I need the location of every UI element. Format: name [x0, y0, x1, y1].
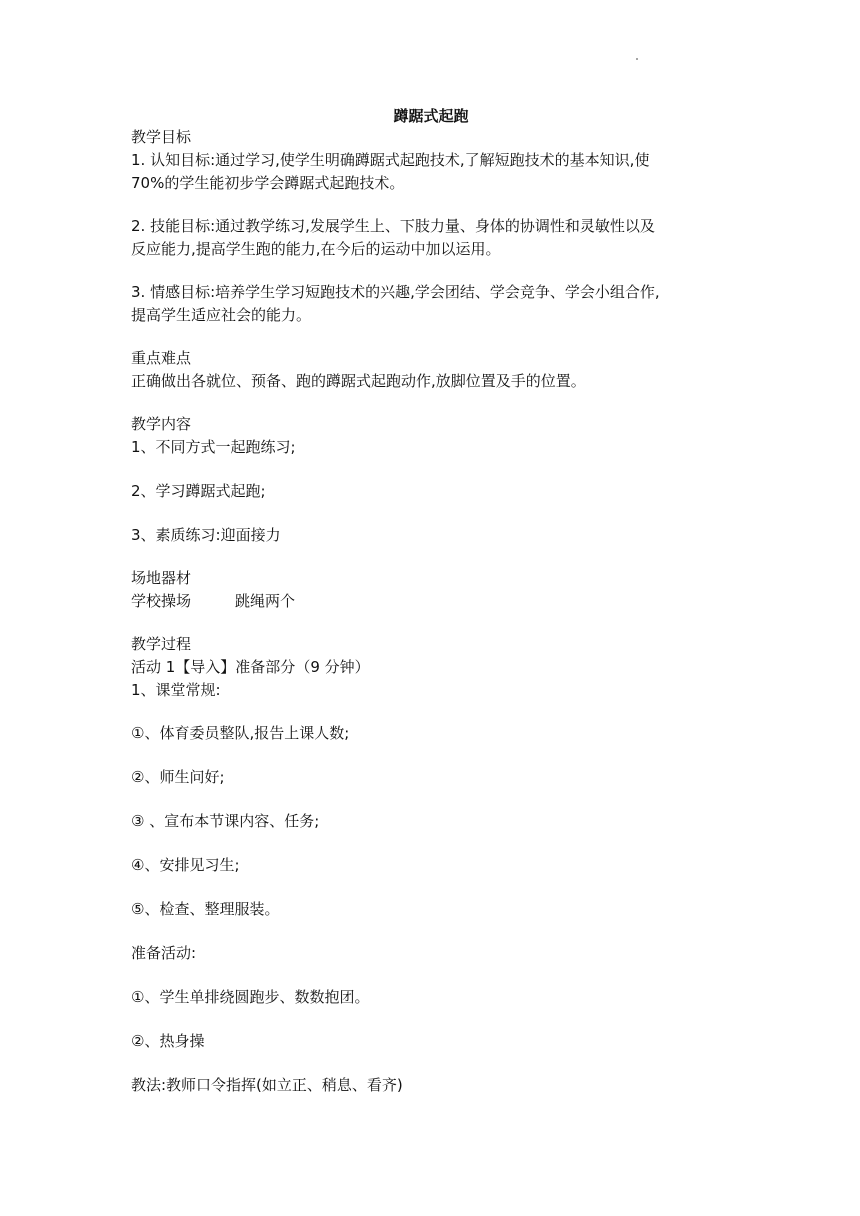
activity-1-heading: 活动 1【导入】准备部分（9 分钟） — [131, 658, 370, 676]
content-item-3: 3、素质练习:迎面接力 — [131, 526, 281, 544]
routine-item-5: ⑤、检查、整理服装。 — [131, 900, 280, 918]
goals-heading: 教学目标 — [131, 128, 192, 146]
routine-item-1: ①、体育委员整队,报告上课人数; — [131, 724, 350, 742]
warmup-heading: 准备活动: — [131, 944, 197, 962]
goal-2-line-2: 反应能力,提高学生跑的能力,在今后的运动中加以运用。 — [131, 240, 501, 258]
routine-heading: 1、课堂常规: — [131, 681, 221, 699]
document-title: 蹲踞式起跑 — [393, 107, 469, 125]
goal-3-line-1: 3. 情感目标:培养学生学习短跑技术的兴趣,学会团结、学会竞争、学会小组合作, — [131, 283, 660, 301]
key-points-text: 正确做出各就位、预备、跑的蹲踞式起跑动作,放脚位置及手的位置。 — [131, 372, 586, 390]
goal-3-line-2: 提高学生适应社会的能力。 — [131, 306, 312, 324]
venue-equipment: 跳绳两个 — [235, 592, 296, 610]
venue-line — [131, 590, 295, 612]
goal-2-line-1: 2. 技能目标:通过教学练习,发展学生上、下肢力量、身体的协调性和灵敏性以及 — [131, 217, 655, 235]
content-item-2: 2、学习蹲踞式起跑; — [131, 482, 266, 500]
warmup-item-1: ①、学生单排绕圆跑步、数数抱团。 — [131, 988, 370, 1006]
teaching-method: 教法:教师口令指挥(如立正、稍息、看齐) — [131, 1076, 403, 1094]
page-dot-mark — [636, 58, 638, 60]
goal-1-line-1: 1. 认知目标:通过学习,使学生明确蹲踞式起跑技术,了解短跑技术的基本知识,使 — [131, 151, 650, 169]
routine-item-3: ③ 、宣布本节课内容、任务; — [131, 812, 320, 830]
content-heading: 教学内容 — [131, 415, 192, 433]
routine-item-4: ④、安排见习生; — [131, 856, 240, 874]
process-heading: 教学过程 — [131, 635, 192, 653]
venue-place: 学校操场 — [131, 592, 192, 610]
routine-item-2: ②、师生问好; — [131, 768, 225, 786]
venue-heading: 场地器材 — [131, 569, 192, 587]
key-points-heading: 重点难点 — [131, 349, 192, 367]
content-item-1: 1、不同方式一起跑练习; — [131, 438, 296, 456]
goal-1-line-2: 70%的学生能初步学会蹲踞式起跑技术。 — [131, 174, 405, 192]
warmup-item-2: ②、热身操 — [131, 1032, 205, 1050]
